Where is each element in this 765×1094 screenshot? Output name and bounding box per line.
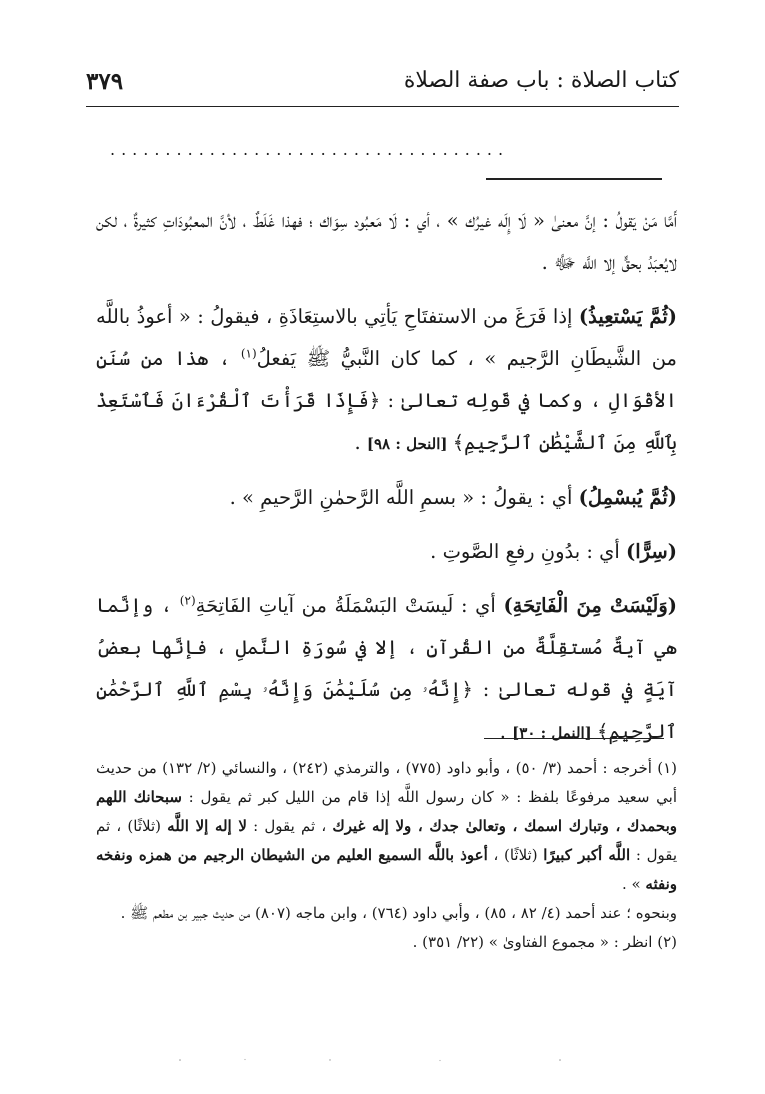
footnote-1-text-c: (ثلاثًا) ، ثم يقول : — [96, 817, 677, 864]
paragraph-3 — [96, 477, 677, 519]
chapter-title: كتاب الصلاة : باب صفة الصلاة — [403, 68, 679, 93]
paragraph-5 — [96, 585, 677, 754]
footnote-2: (٢) انظر : « مجموع الفتاوىٰ » (٢٢/ ٣٥١) . — [412, 933, 677, 951]
speck-dot — [559, 1059, 561, 1061]
footnote-1-bold-b: لا إله إلا اللَّه — [167, 817, 247, 835]
section-rule — [486, 178, 662, 180]
paragraph-2-end: . — [354, 431, 367, 454]
footnote-marker-1: (١) — [240, 346, 257, 361]
footnote-1 — [96, 754, 677, 899]
scan-specks — [150, 1058, 650, 1062]
keyword-fatiha: (وَلَيْسَتْ مِنَ الْفَاتِحَةِ) — [503, 594, 678, 617]
footnote-1-text-e: » . — [621, 875, 646, 893]
paragraph-2-text-a: إذا فَرَغَ من الاستفتَاحِ يَأتِي بالاستِعَاذَةِ ، فيقولُ : « أعوذُ باللَّه من الشَّيطَانِ الرَّجيم » ، كما كان النَّبيُّ ﷺ يَفعلُ — [96, 305, 677, 370]
header-rule — [86, 106, 679, 107]
paragraph-5-text-a: أي : لَيسَتْ البَسْمَلَةُ من آياتِ الفَاتِحَةِ — [195, 594, 504, 617]
footnote-1-bold-a: سبحانك اللهم وبحمدك ، وتبارك اسمك ، وتعالىٰ جدك ، ولا إله غيرك — [96, 788, 677, 835]
speck-dot — [244, 1059, 245, 1060]
paragraph-1: أَمَّا مَنْ يَقولُ : إنَّ معنىٰ « لَا إِلَه غيرُك » ، أي : لَا مَعبُود سِوَاك ؛ فهذا غَلَطٌ ، لأنَّ المعبُودَاتِ كثيرةٌ ، لكن لايُعبَدُ بحقٍّ إلا اللَّه ﷻ . — [96, 209, 677, 274]
page-number: ٣٧٩ — [86, 68, 124, 95]
verse-reference-naml: [النمل : ٣٠] — [512, 724, 598, 742]
keyword-isti'adha: (ثُمَّ يَسْتعِيذُ) — [578, 305, 678, 328]
footnote-1-continued: وبنحوه ؛ عند أحمد (٤/ ٨٢ ، ٨٥) ، وأبي داود (٧٦٤) ، وابن ماجه (٨٠٧) من حديث جبير بن مطعم ﷺ . — [120, 904, 677, 922]
speck-dot — [179, 1059, 181, 1061]
paragraph-5-end: . — [499, 720, 513, 743]
footnote-1-text-d: (ثلاثًا) ، — [487, 846, 544, 864]
dotted-separator: .................................... — [110, 140, 510, 159]
paragraph-2-text-b: ، هذا من سُنَنِ الأقْوَالِ ، وكما في قَولِه تعالىٰ : — [96, 347, 678, 412]
footnote-1-bold-c: اللَّه أكبر كبيرًا — [543, 846, 631, 864]
quran-verse-naml: ﴿إِنَّهُۥ مِن سُلَيْمَٰنَ وَإِنَّهُۥ بِسْمِ ٱللَّهِ ٱلرَّحْمَٰنِ ٱلرَّحِيمِ﴾ — [96, 678, 677, 743]
footnotes — [96, 754, 677, 957]
paragraph-5-text-b: ، وإنَّما هي آيةٌ مُستقِلَّةٌ من القُرآنِ ، إلا في سُورَةِ النَّملِ ، فإنَّها بعضُ آيَةٍ في قوله تعالىٰ : — [96, 594, 677, 701]
speck-dot — [439, 1060, 440, 1061]
paragraph-2 — [96, 296, 677, 465]
speck-dot — [329, 1059, 330, 1060]
verse-reference-nahl: [النحل : ٩٨] — [366, 435, 453, 453]
footnote-1-text-b: ، ثم يقول : — [246, 817, 333, 835]
footnote-marker-2: (٢) — [179, 593, 196, 608]
paragraph-3-text: أي : يقولُ : « بسمِ اللَّه الرَّحمٰنِ الرَّحيمِ » . — [229, 486, 579, 509]
paragraph-4-text: أي : بدُونِ رفعِ الصَّوتِ . — [430, 540, 627, 563]
running-header — [86, 68, 679, 104]
keyword-basmala: (ثُمَّ يُبسْمِلُ) — [578, 486, 677, 509]
keyword-sirran: (سِرًّا) — [626, 540, 677, 563]
main-text — [96, 200, 677, 766]
footnote-1-bold-d: أعوذ باللَّه السميع العليم من الشيطان الرجيم من همزه ونفخه ونفثه — [96, 846, 677, 893]
quran-verse-nahl: ﴿فَإِذَا قَرَأْتَ ٱلْقُرْءَانَ فَٱسْتَعِذْ بِٱللَّهِ مِنَ ٱلشَّيْطَٰنِ ٱلرَّجِيمِ﴾ — [96, 389, 677, 454]
footnote-rule — [484, 738, 664, 739]
footnote-1-text-a: (١) أخرجه : أحمد (٣/ ٥٠) ، وأبو داود (٧٧٥) ، والترمذي (٢٤٢) ، والنسائي (٢/ ١٣٢) من حديث أبي سعيد مرفوعًا بلفظ : « كان رسول اللَّه إذا قام من الليل كبر ثم يقول : — [96, 759, 677, 806]
paragraph-4 — [96, 531, 677, 573]
